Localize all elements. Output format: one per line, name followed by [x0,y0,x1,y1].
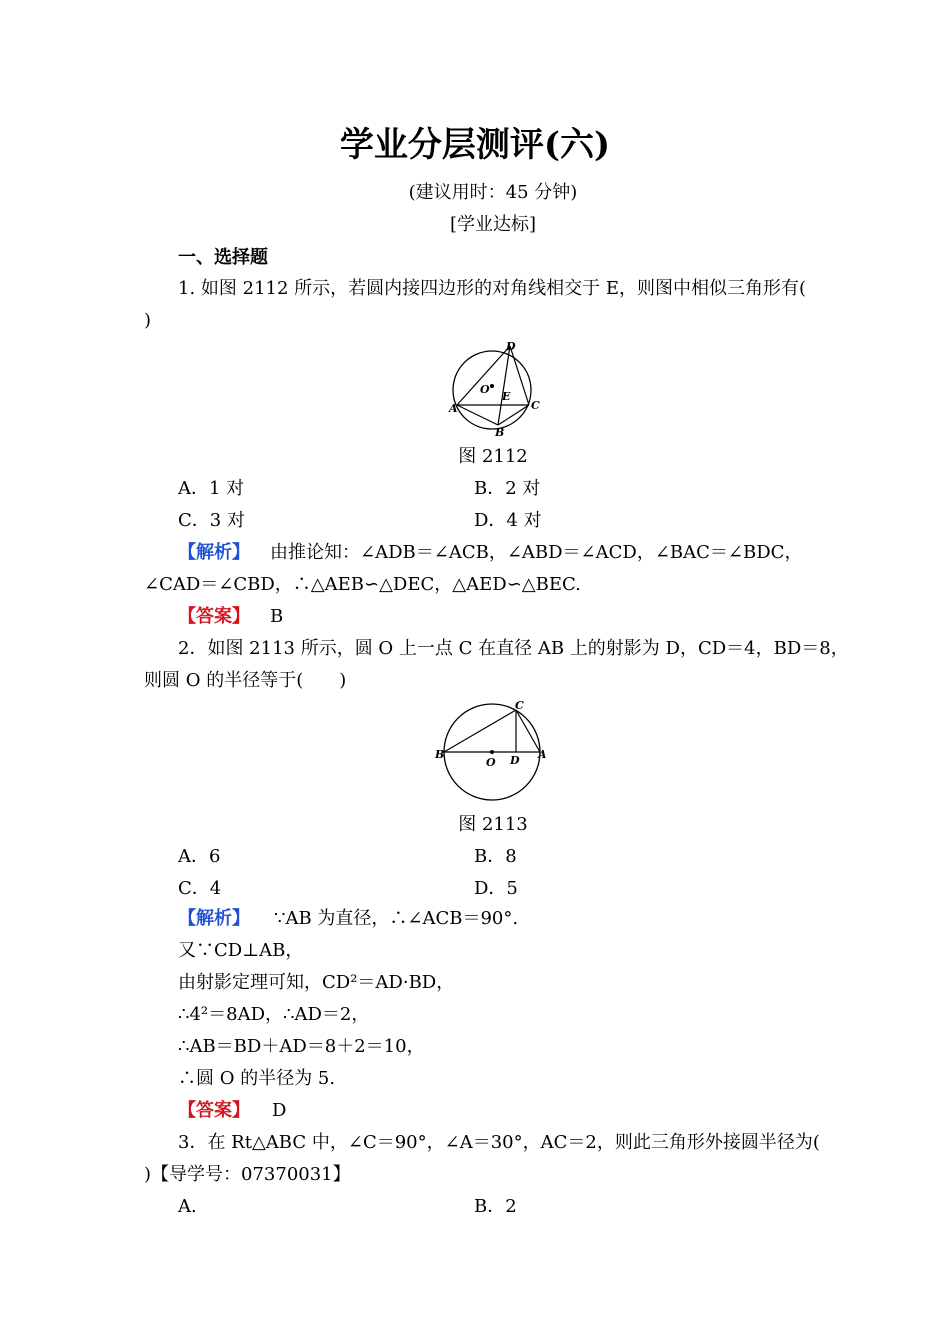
q1-analysis-tag: 【解析】 [178,542,250,563]
level-heading: [学业达标] [449,214,537,235]
q2-analysis-line3: 由射影定理可知，CD²＝AD·BD， [178,972,455,993]
q1-stem-line1: 1. 如图 2112 所示，若圆内接四边形的对角线相交于 E，则图中相似三角形有( [178,278,807,299]
q1-option-d: D．4 对 [474,510,542,531]
center-point [490,384,494,388]
q1-answer-tag: 【答案】 [178,606,250,627]
line-ca [516,710,540,752]
q1-option-a: A．1 对 [178,478,245,499]
label-o: O [486,756,496,769]
label-b: B [495,426,505,438]
q2-stem-line1: 2．如图 2113 所示，圆 O 上一点 C 在直径 AB 上的射影为 D，CD＝4，BD＝8， [178,638,849,659]
q2-option-a: A．6 [178,846,221,867]
circle-shape [453,351,531,429]
q1-figure-caption: 图 2112 [458,446,528,467]
q1-analysis-line1: 由推论知：∠ADB＝∠ACB，∠ABD＝∠ACD，∠BAC＝∠BDC， [270,542,803,563]
label-b: B [435,748,445,761]
q2-option-c: C．4 [178,878,222,899]
time-note: (建议用时：45 分钟) [408,182,578,203]
q1-option-b: B．2 对 [474,478,541,499]
q3-stem-line1: 3．在 Rt△ABC 中，∠C＝90°，∠A＝30°，AC＝2，则此三角形外接圆半径为( [178,1132,820,1153]
q2-answer: D [272,1100,287,1121]
line-bc [444,710,516,752]
label-o: O [480,383,490,396]
label-e: E [502,390,511,403]
q2-option-b: B．8 [474,846,517,867]
q1-analysis-line2: ∠CAD＝∠CBD，∴△AEB∽△DEC，△AED∽△BEC. [144,574,581,595]
page-title: 学业分层测评(六) [339,125,611,165]
q2-stem-line2: 则圆 O 的半径等于( ) [144,670,347,691]
center-point [490,750,494,754]
line-dc [510,346,529,405]
q1-option-c: C．3 对 [178,510,245,531]
figure-2112 [440,338,540,438]
label-c: C [515,699,524,712]
q2-figure-caption: 图 2113 [458,814,528,835]
section-heading: 一、选择题 [178,247,268,268]
label-a: A [449,402,458,415]
label-d: D [510,754,520,767]
q1-stem-line2: ) [144,310,152,331]
label-d: D [506,340,516,353]
label-c: C [531,399,540,412]
q2-analysis-line1: ∵AB 为直径，∴∠ACB＝90°. [274,908,519,929]
figure-2113 [430,696,554,808]
label-a: A [538,748,547,761]
q2-analysis-line6: ∴圆 O 的半径为 5. [178,1068,336,1089]
q3-stem-line2: )【导学号：07370031】 [144,1164,351,1185]
q3-option-b: B．2 [474,1196,517,1217]
q2-analysis-line2: 又∵CD⊥AB， [178,940,304,961]
q2-option-d: D．5 [474,878,518,899]
q2-analysis-line4: ∴4²＝8AD，∴AD＝2， [178,1004,370,1025]
q2-answer-tag: 【答案】 [178,1100,250,1121]
q1-answer: B [270,606,284,627]
line-ab [457,405,498,425]
q2-analysis-line5: ∴AB＝BD＋AD＝8＋2＝10， [178,1036,425,1057]
q3-option-a: A. [178,1196,197,1217]
q2-analysis-tag: 【解析】 [178,908,250,929]
